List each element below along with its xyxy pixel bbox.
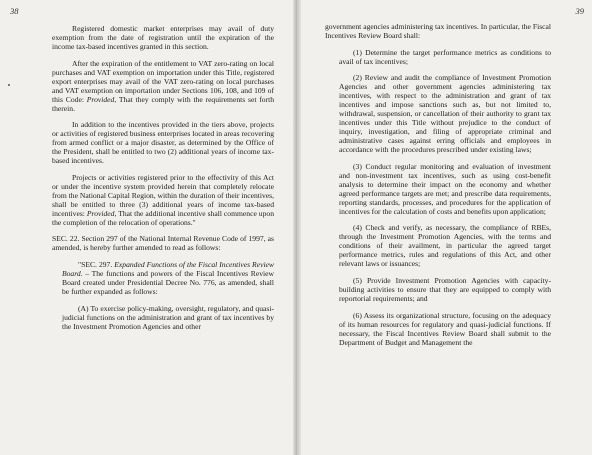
vat-text-tail: That they comply with the requirements set forth therein.	[52, 94, 275, 113]
paragraph-vat-zero-rating	[52, 59, 274, 113]
vat-text: After the expiration of the entitlement to VAT zero-rating on local purchases and VAT exemption on importation under this Title, registered export enterprises may avail of the VAT zero-rating on local purchases and VAT exemption on importation under Sections 106, 108, and 109 of this Code:	[52, 58, 274, 104]
list-item-2: (2) Review and audit the compliance of Investment Promotion Agencies and other government agencies administering tax incentives, with respect to the administration and grant of tax incentives and impose sanctions such as, but not limited to, withdrawal, suspension, or cancellation of their authority to grant tax incentives under this Title without prejudice to the conduct of inquiry, investigation, and filing of appropriate criminal and administrative cases against erring officials and employees in accordance with the procedures prescribed under existing laws;	[339, 73, 551, 155]
paragraph-item-a: (A) To exercise policy-making, oversight, regulatory, and quasi-judicial functions on the administration and grant of tax incentives by the Investment Promotion Agencies and other	[62, 303, 274, 331]
paragraph-conflict-areas: In addition to the incentives provided in the tiers above, projects or activities of registered business enterprises located in areas recovering from armed conflict or a major disaster, as determined by the Office of the President, shall be entitled to two (2) additional years of income tax-based incentives.	[52, 120, 274, 166]
paragraph-duty-exemption: Registered domestic market enterprises may avail of duty exemption from the date of registration until the expiration of the income tax-based incentives granted in this section.	[52, 24, 274, 51]
relocation-text-tail: That the additional incentive shall commence upon the completion of the relocation of operations."	[52, 208, 274, 227]
page-number-right: 39	[575, 6, 584, 16]
provided-keyword: Provided,	[86, 208, 117, 218]
page-number-left: 38	[10, 6, 19, 16]
relocation-text: Projects or activities registered prior to the effectivity of this Act or under the incentive system provided herein that completely relocate from the National Capital Region, within the duration of their incentives, shall be entitled to three (3) additional years of income tax-based incentives:	[52, 172, 274, 218]
provided-keyword: Provided,	[86, 94, 117, 104]
list-item-5: (5) Provide Investment Promotion Agencies with capacity-building activities to ensure that they are equipped to comply with reportorial requirements; and	[339, 275, 551, 303]
paragraph-sec-297	[62, 260, 274, 296]
paragraph-continuation: government agencies administering tax incentives. In particular, the Fiscal Incentives Review Board shall:	[325, 22, 551, 40]
paragraph-relocation	[52, 173, 274, 227]
sec-297-tail: – The functions and powers of the Fiscal Incentives Review Board created under Presidential Decree No. 776, as amended, shall be further expanded as follows:	[62, 268, 274, 296]
sec-297-title: Expanded Functions of the Fiscal Incentives Review Board.	[62, 259, 274, 278]
sec-297-label: "SEC. 297.	[78, 259, 113, 269]
list-item-4: (4) Check and verify, as necessary, the compliance of RBEs, through the Investment Promotion Agencies, with the terms and conditions of their availment, in particular the agreed target performance metrics, rules and regulations of this Act, and other relevant laws or issuances;	[339, 223, 551, 269]
list-item-6: (6) Assess its organizational structure, focusing on the adequacy of its human resources for regulatory and quasi-judicial functions. If necessary, the Fiscal Incentives Review Board shall submit to the Department of Budget and Management the	[339, 310, 551, 347]
list-item-1: (1) Determine the target performance metrics as conditions to avail of tax incentives;	[339, 47, 551, 66]
list-item-3: (3) Conduct regular monitoring and evaluation of investment and non-investment tax incentives, such as using cost-benefit analysis to determine their impact on the economy and whether agreed performance targets are met; and prescribe data requirements, reporting standards, processes, and procedures for the application of incentives for the calculation of costs and benefits upon application;	[339, 161, 551, 216]
paragraph-sec-22: SEC. 22. Section 297 of the National Internal Revenue Code of 1997, as amended, is hereby further amended to read as follows:	[52, 234, 274, 253]
left-page	[0, 0, 293, 455]
left-page-text	[52, 24, 274, 338]
book-gutter	[293, 0, 301, 455]
right-page	[301, 0, 592, 455]
right-page-text	[325, 22, 551, 354]
scan-speck	[8, 84, 10, 86]
